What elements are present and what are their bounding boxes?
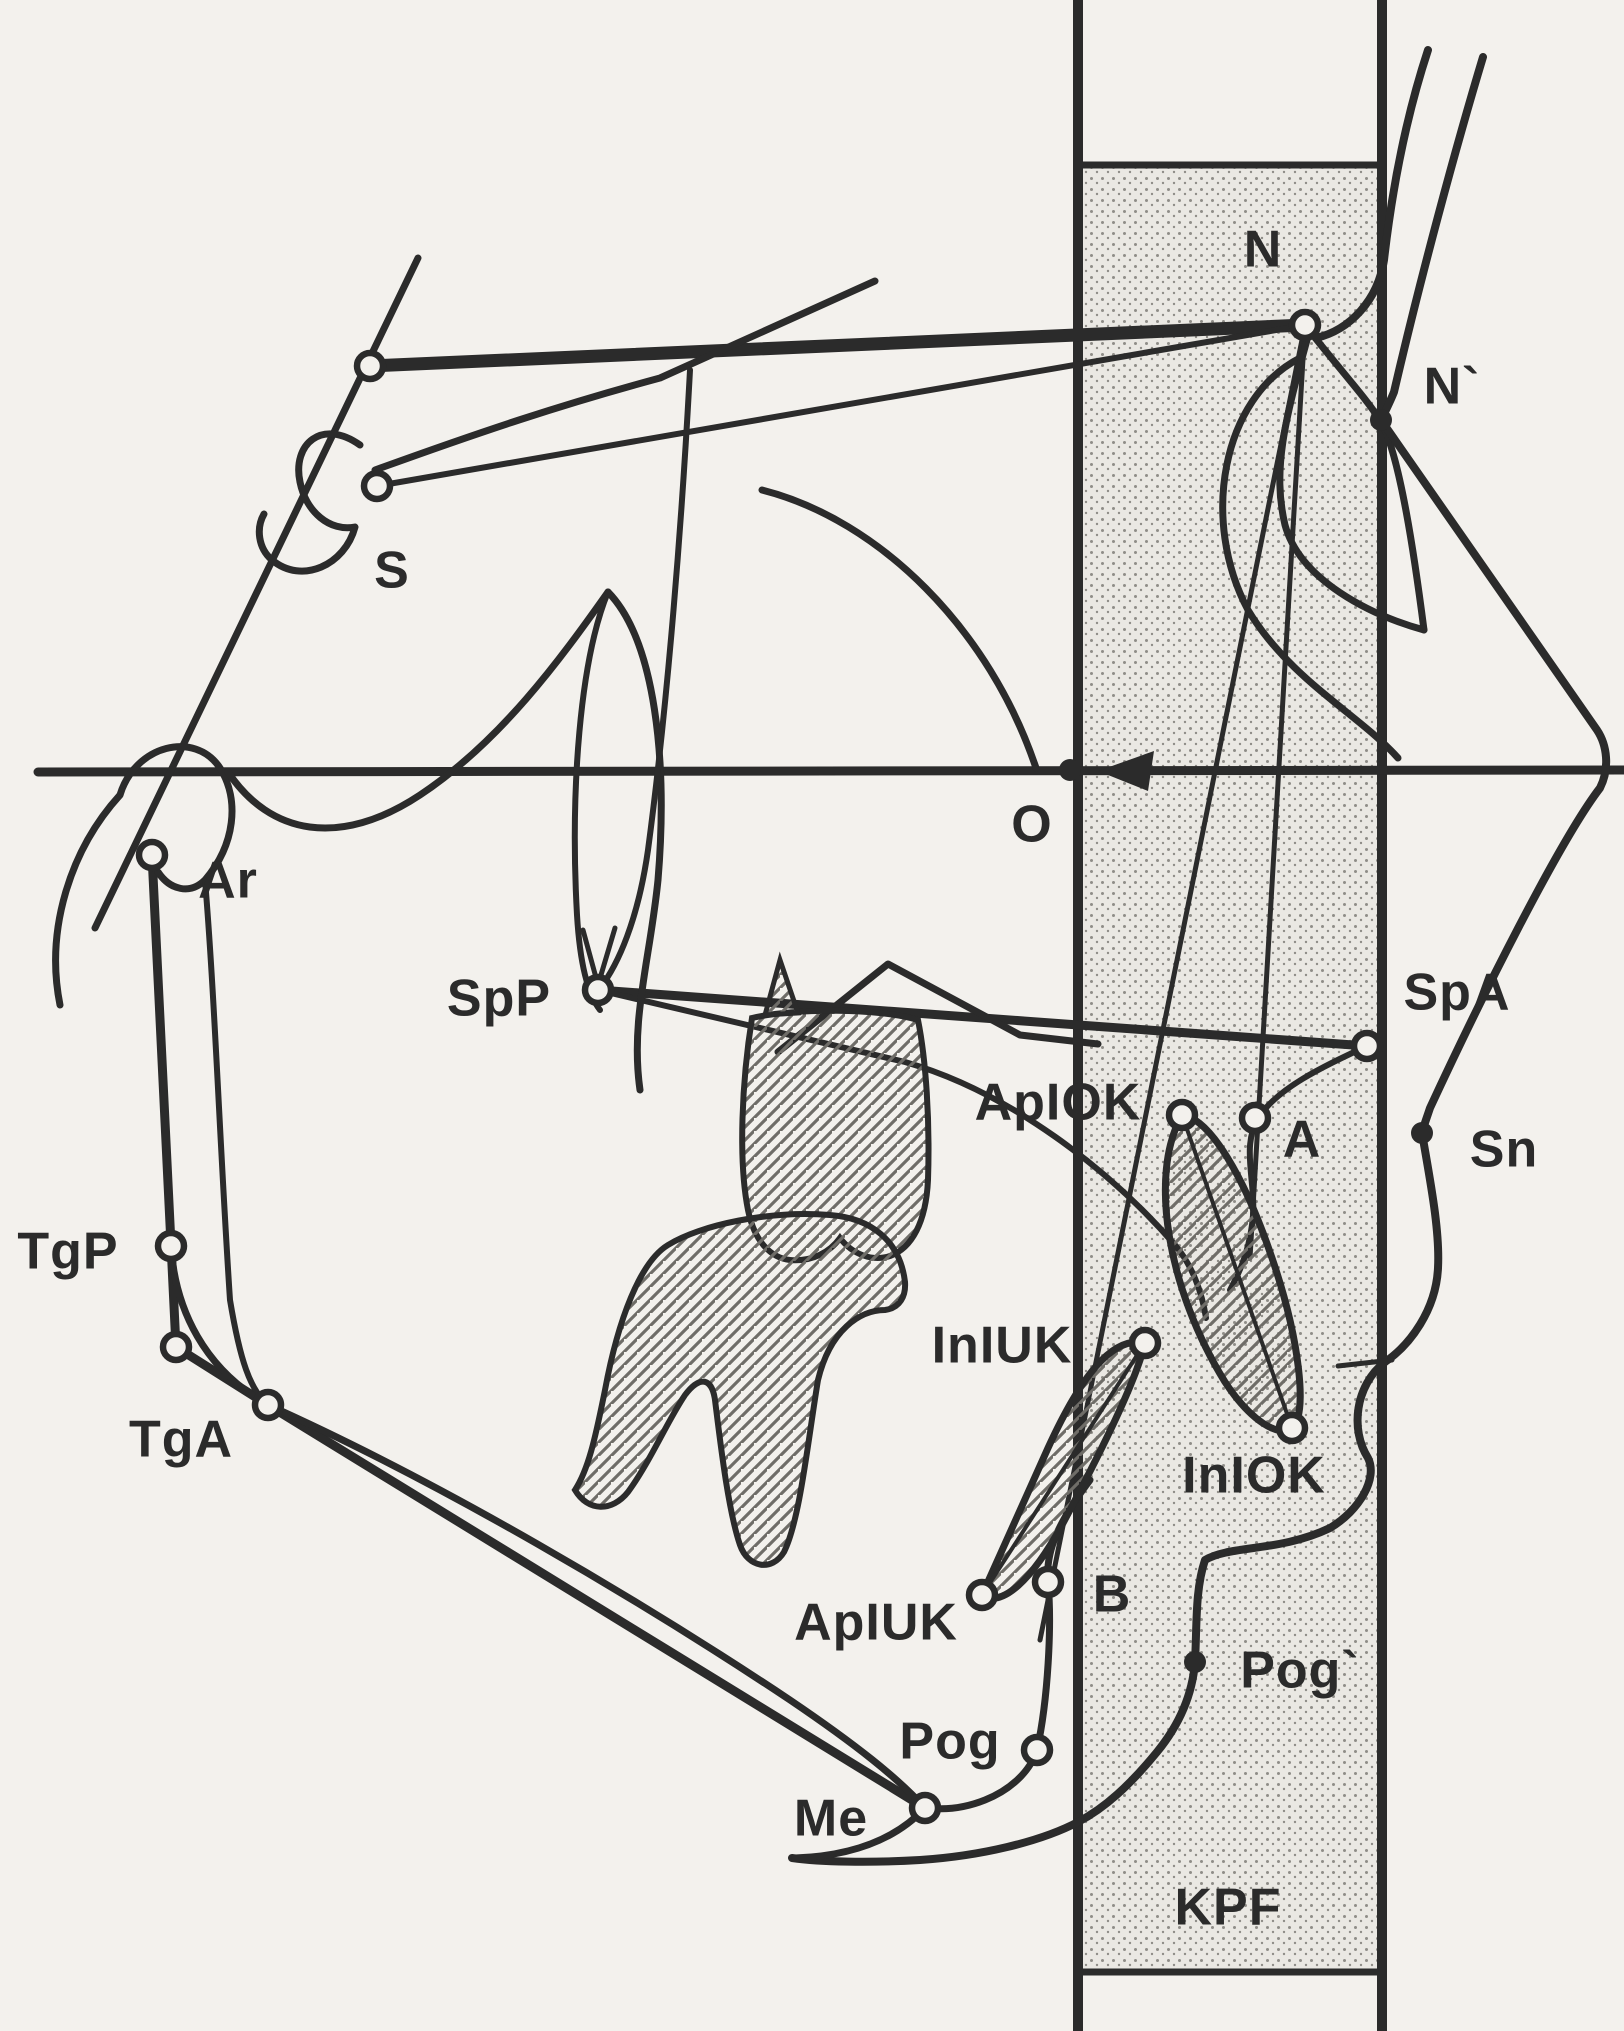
label-Me: Me (793, 1789, 869, 1848)
label-InIUK: InIUK (931, 1316, 1073, 1375)
landmark-Me (912, 1795, 938, 1821)
label-Sn: Sn (1469, 1120, 1539, 1179)
coronoid-left-edge (575, 592, 608, 1010)
label-ApIUK: ApIUK (794, 1593, 958, 1652)
label-S: S (374, 541, 410, 600)
label-A: A (1282, 1110, 1322, 1169)
upper-lip-profile (1385, 1133, 1438, 1362)
landmark-ApIOK (1169, 1102, 1195, 1128)
label-InIOK: InIOK (1182, 1446, 1326, 1505)
landmark-A (1242, 1105, 1268, 1131)
landmark-B (1035, 1569, 1061, 1595)
landmark-ApIUK (969, 1582, 995, 1608)
upper-molar-root-tip (765, 960, 798, 1015)
landmark-N-prime (1370, 409, 1392, 431)
label-B: B (1092, 1565, 1132, 1624)
label-Ar: Ar (198, 851, 258, 910)
label-Pog-prime: Pog` (1240, 1641, 1360, 1700)
pterygoid-curve (600, 370, 690, 988)
coronoid-right-edge (608, 592, 661, 1090)
landmark-SpA (1354, 1033, 1380, 1059)
landmark-InIOK (1279, 1415, 1305, 1441)
label-Pog: Pog (899, 1712, 1001, 1771)
landmark-TgA (255, 1392, 281, 1418)
landmark-N (1292, 312, 1318, 338)
landmark-Pog (1024, 1737, 1050, 1763)
label-N: N (1243, 220, 1283, 279)
kpf-band-stipple (1083, 165, 1377, 1972)
kpf-band (1078, 165, 1382, 1972)
landmark-InIUK (1132, 1330, 1158, 1356)
horizontal-reference-line (38, 770, 1624, 772)
landmark-Pog-prime (1184, 1651, 1206, 1673)
ramus-posterior-border (205, 880, 268, 1405)
sigmoid-notch-curve (228, 592, 608, 828)
landmark-Ar (139, 842, 165, 868)
label-KPF-band: KPF (1174, 1878, 1282, 1937)
label-ApIOK: ApIOK (974, 1073, 1142, 1132)
landmark-O (1059, 759, 1081, 781)
label-N-prime: N` (1423, 357, 1481, 416)
landmark-sn-line-left-end (357, 353, 383, 379)
landmark-TgP (158, 1233, 184, 1259)
label-SpP: SpP (446, 969, 552, 1028)
lower-molar (575, 1214, 905, 1565)
landmark-gonion-corner (163, 1334, 189, 1360)
landmark-Sn (1411, 1122, 1433, 1144)
landmark-SpP (585, 977, 611, 1003)
label-SpA: SpA (1403, 963, 1511, 1022)
orbital-floor-curve (762, 490, 1036, 768)
landmark-S (364, 473, 390, 499)
label-TgA: TgA (128, 1410, 234, 1469)
label-O: O (1011, 795, 1053, 854)
label-TgP: TgP (17, 1222, 119, 1281)
nose-profile (1381, 420, 1606, 1133)
